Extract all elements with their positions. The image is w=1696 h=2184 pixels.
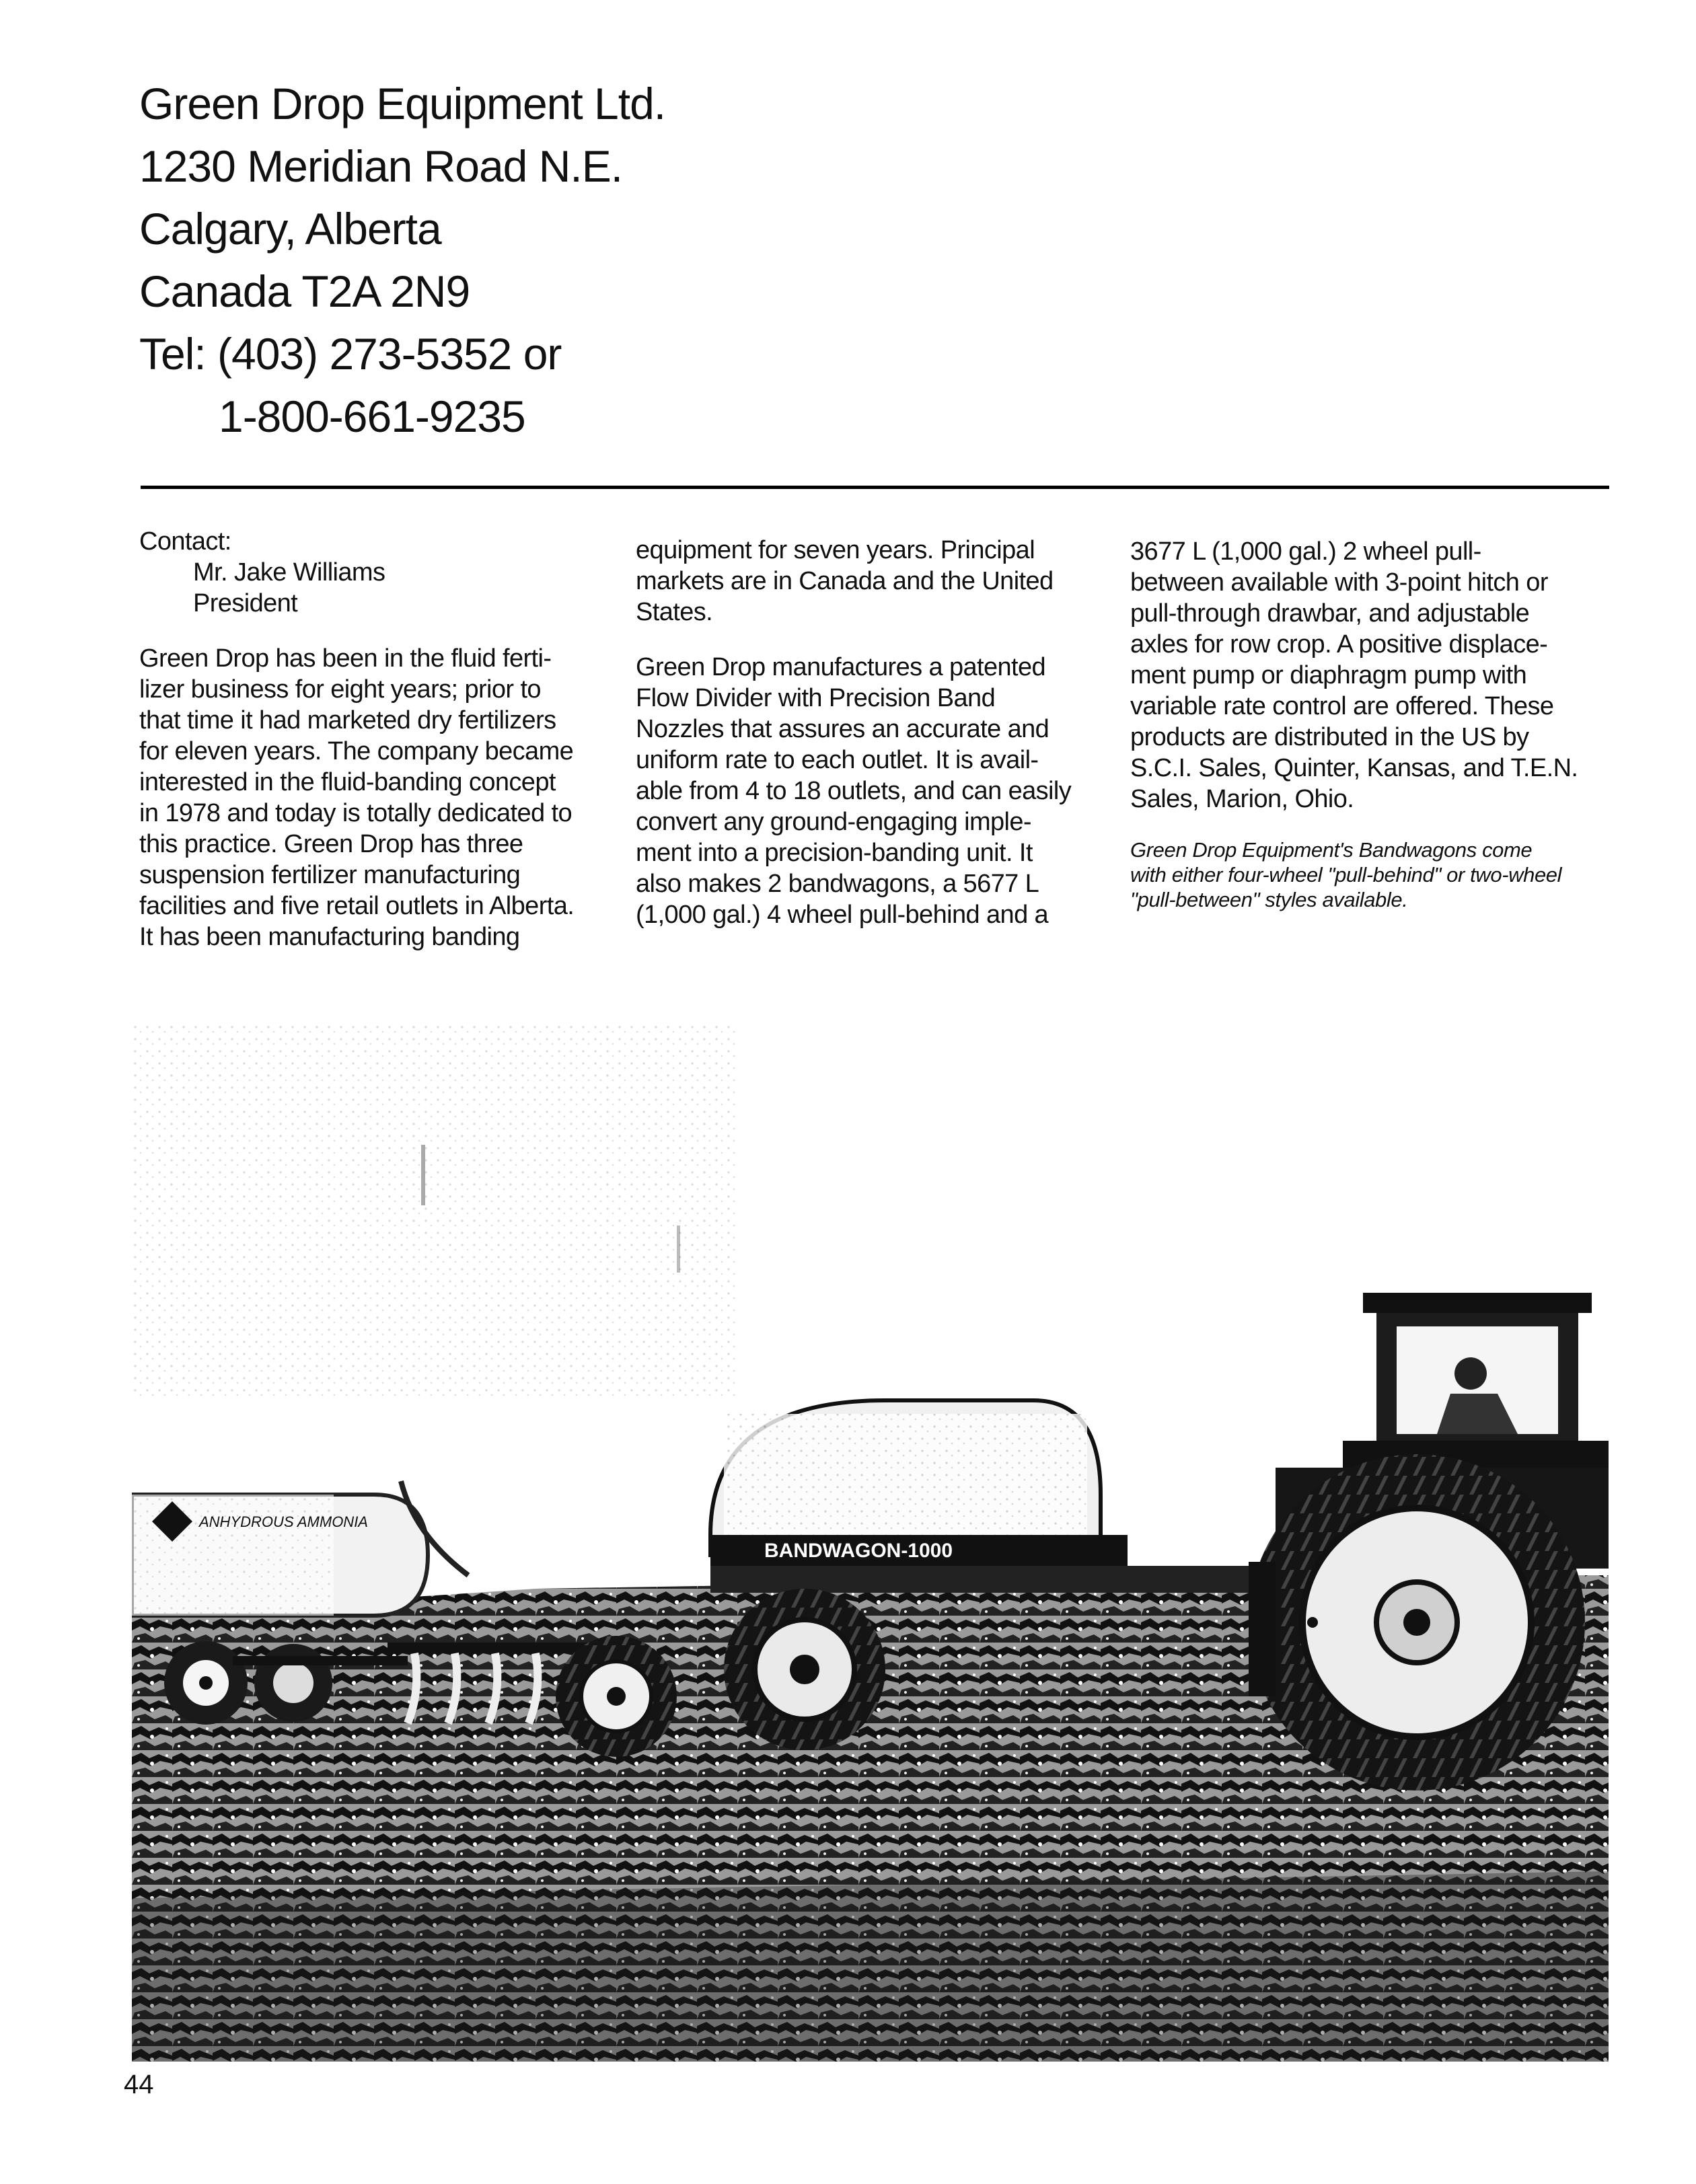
bandwagon-tank-label: BANDWAGON-1000 (764, 1540, 953, 1562)
paragraph-line: ment into a precision-banding unit. It (636, 839, 1033, 867)
contact-name: Mr. Jake Williams (193, 558, 385, 587)
paragraph-line: convert any ground-engaging imple- (636, 808, 1031, 836)
country-postal-code: Canada T2A 2N9 (139, 266, 470, 316)
paragraph-line: able from 4 to 18 outlets, and can easily (636, 777, 1072, 805)
company-name: Green Drop Equipment Ltd. (139, 79, 666, 128)
text-column-1 (139, 526, 610, 952)
contact-title: President (193, 589, 298, 617)
paragraph-line: axles for row crop. A positive displace- (1130, 630, 1548, 658)
paragraph-line: States. (636, 598, 713, 626)
paragraph-line: between available with 3-point hitch or (1130, 568, 1548, 597)
nh3-tank-label: ANHYDROUS AMMONIA (199, 1513, 368, 1530)
contact-label: Contact: (139, 527, 231, 556)
paragraph-line: that time it had marketed dry fertilizers (139, 706, 556, 735)
caption-line: Green Drop Equipment's Bandwagons come (1130, 838, 1533, 862)
tractor-bandwagon-photo (132, 1024, 1609, 2062)
paragraph-line: Green Drop manufactures a patented (636, 653, 1046, 681)
paragraph-line: lizer business for eight years; prior to (139, 675, 541, 704)
caption-line: "pull-between" styles available. (1130, 888, 1408, 911)
paragraph-line: this practice. Green Drop has three (139, 830, 523, 858)
text-column-2 (636, 535, 1100, 930)
photo-caption (1130, 837, 1609, 912)
street-address: 1230 Meridian Road N.E. (139, 141, 623, 191)
city-province: Calgary, Alberta (139, 204, 441, 254)
paragraph-line: equipment for seven years. Principal (636, 536, 1035, 564)
paragraph-line: in 1978 and today is totally dedicated to (139, 799, 572, 827)
paragraph-line: interested in the fluid-banding concept (139, 768, 556, 796)
horizontal-rule (141, 486, 1609, 489)
paragraph-line: suspension fertilizer manufacturing (139, 861, 521, 889)
paragraph-line: pull-through drawbar, and adjustable (1130, 599, 1530, 628)
page-number: 44 (124, 2070, 154, 2099)
telephone: Tel: (403) 273-5352 or (139, 329, 562, 379)
paragraph-line: Sales, Marion, Ohio. (1130, 785, 1354, 813)
paragraph-line: uniform rate to each outlet. It is avail- (636, 746, 1039, 774)
paragraph-line: ment pump or diaphragm pump with (1130, 661, 1527, 689)
caption-line: with either four-wheel "pull-behind" or two-wheel (1130, 863, 1562, 887)
paragraph-line: It has been manufacturing banding (139, 923, 520, 951)
letterhead-address-block (139, 73, 1148, 448)
paragraph-line: variable rate control are offered. These (1130, 692, 1554, 720)
paragraph-line: S.C.I. Sales, Quinter, Kansas, and T.E.N. (1130, 754, 1578, 782)
toll-free-number: 1-800-661-9235 (219, 391, 525, 441)
paragraph-line: 3677 L (1,000 gal.) 2 wheel pull- (1130, 537, 1481, 566)
paragraph-line: for eleven years. The company became (139, 737, 574, 765)
text-column-3 (1130, 536, 1609, 912)
paragraph-line: markets are in Canada and the United (636, 567, 1054, 595)
paragraph-line: Nozzles that assures an accurate and (636, 715, 1049, 743)
paragraph-line: also makes 2 bandwagons, a 5677 L (636, 870, 1039, 898)
paragraph-line: facilities and five retail outlets in Alberta. (139, 892, 575, 920)
paragraph-line: Flow Divider with Precision Band (636, 684, 996, 712)
paragraph-line: (1,000 gal.) 4 wheel pull-behind and a (636, 901, 1049, 929)
paragraph-line: Green Drop has been in the fluid ferti- (139, 644, 552, 673)
paragraph-line: products are distributed in the US by (1130, 723, 1529, 751)
